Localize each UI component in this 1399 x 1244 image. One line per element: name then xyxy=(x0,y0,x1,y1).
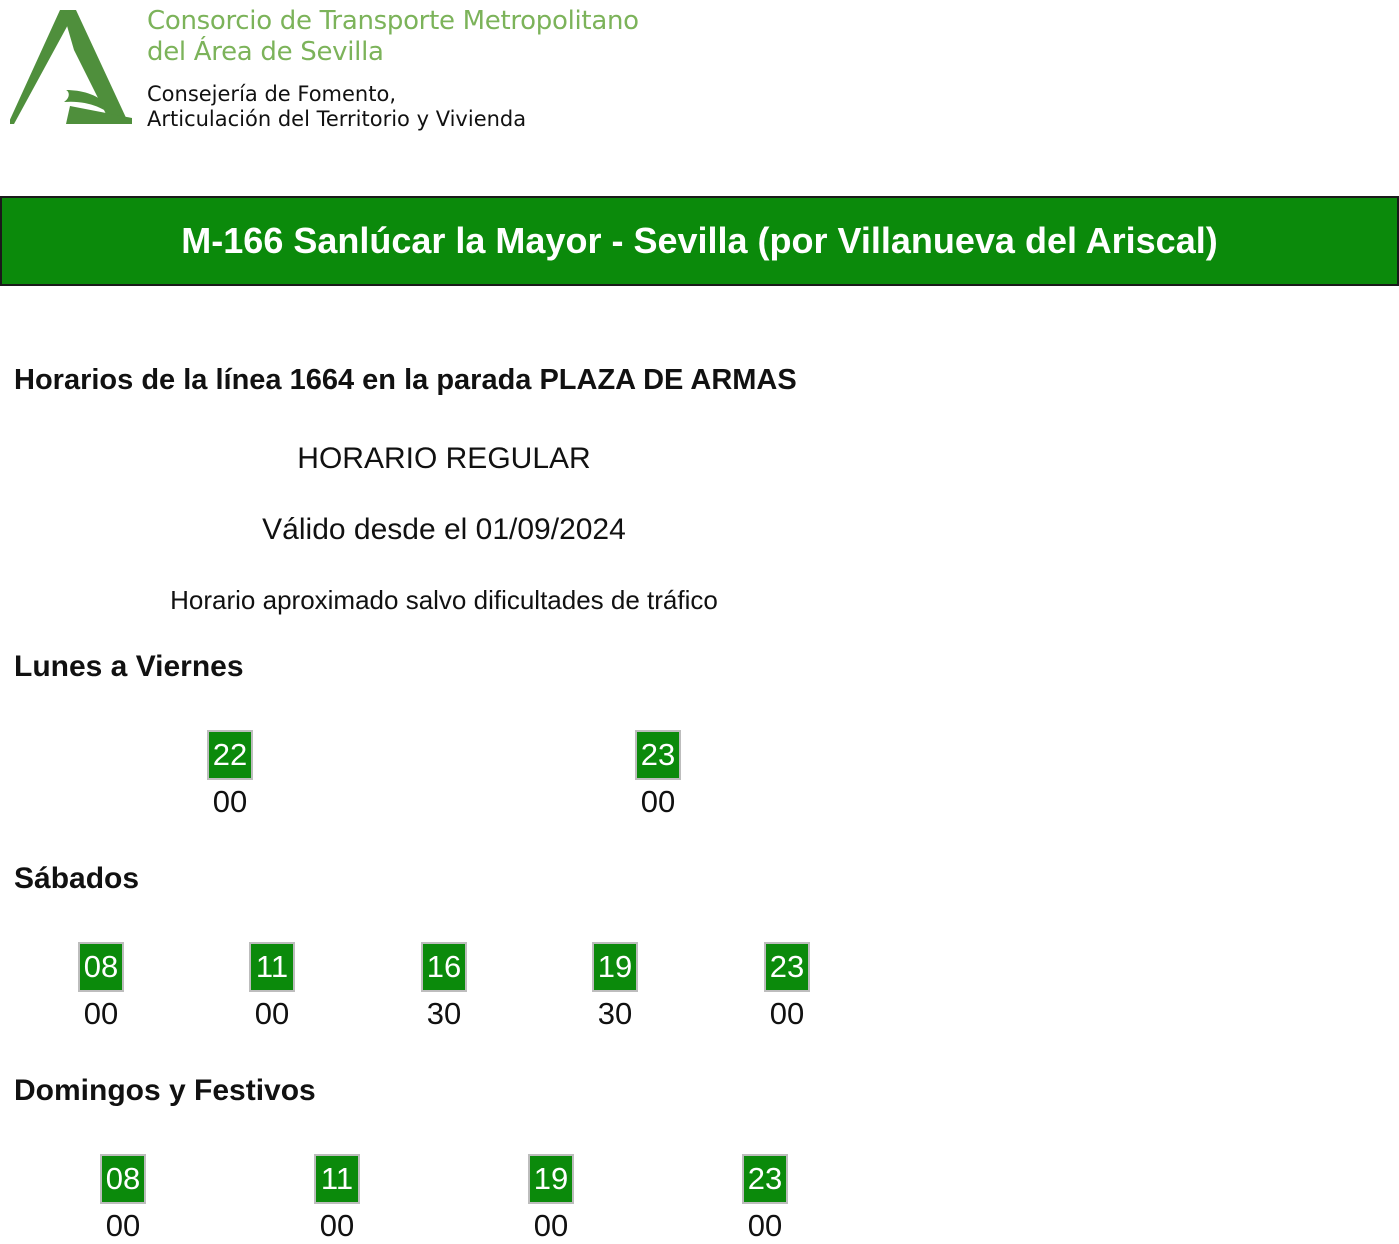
section-title-sundays-holidays: Domingos y Festivos xyxy=(14,1074,316,1107)
minute-label: 00 xyxy=(105,1208,141,1243)
departure-item xyxy=(727,942,847,1032)
dept-name-line1: Consejería de Fomento, xyxy=(147,82,396,106)
hour-badge: 08 xyxy=(100,1154,146,1204)
traffic-notice: Horario aproximado salvo dificultades de tráfico xyxy=(170,585,718,615)
minute-label: 00 xyxy=(769,996,805,1031)
line-title: M-166 Sanlúcar la Mayor - Sevilla (por Villanueva del Ariscal) xyxy=(181,220,1218,261)
hour-badge: 08 xyxy=(78,942,124,992)
minute-label: 00 xyxy=(640,784,676,819)
minute-label: 00 xyxy=(319,1208,355,1243)
minute-label: 00 xyxy=(254,996,290,1031)
line-banner xyxy=(0,196,1399,286)
departure-item xyxy=(491,1154,611,1244)
hour-badge: 23 xyxy=(635,730,681,780)
hour-badge: 19 xyxy=(528,1154,574,1204)
departure-item xyxy=(384,942,504,1032)
minute-label: 30 xyxy=(426,996,462,1031)
hour-badge: 11 xyxy=(249,942,295,992)
department-name xyxy=(147,82,526,132)
minute-label: 00 xyxy=(533,1208,569,1243)
hour-badge: 23 xyxy=(764,942,810,992)
hour-badge: 11 xyxy=(314,1154,360,1204)
departure-item xyxy=(555,942,675,1032)
hour-badge: 22 xyxy=(207,730,253,780)
departure-item xyxy=(598,730,718,820)
minute-label: 00 xyxy=(83,996,119,1031)
schedule-type: HORARIO REGULAR xyxy=(297,442,591,475)
departure-item xyxy=(212,942,332,1032)
organization-name xyxy=(147,6,639,68)
hour-badge: 16 xyxy=(421,942,467,992)
valid-from: Válido desde el 01/09/2024 xyxy=(262,513,626,546)
section-title-weekdays: Lunes a Viernes xyxy=(14,650,244,683)
departure-item xyxy=(63,1154,183,1244)
org-name-line2: del Área de Sevilla xyxy=(147,37,384,67)
dept-name-line2: Articulación del Territorio y Vivienda xyxy=(147,107,527,131)
departure-item xyxy=(41,942,161,1032)
stop-title: Horarios de la línea 1664 en la parada PLAZA DE ARMAS xyxy=(14,364,797,396)
departure-item xyxy=(705,1154,825,1244)
departure-item xyxy=(170,730,290,820)
hour-badge: 23 xyxy=(742,1154,788,1204)
hour-badge: 19 xyxy=(592,942,638,992)
minute-label: 00 xyxy=(747,1208,783,1243)
junta-andalucia-a-logo-icon xyxy=(10,10,132,126)
minute-label: 00 xyxy=(212,784,248,819)
minute-label: 30 xyxy=(597,996,633,1031)
departure-item xyxy=(277,1154,397,1244)
section-title-saturdays: Sábados xyxy=(14,862,140,895)
org-name-line1: Consorcio de Transporte Metropolitano xyxy=(147,6,639,36)
